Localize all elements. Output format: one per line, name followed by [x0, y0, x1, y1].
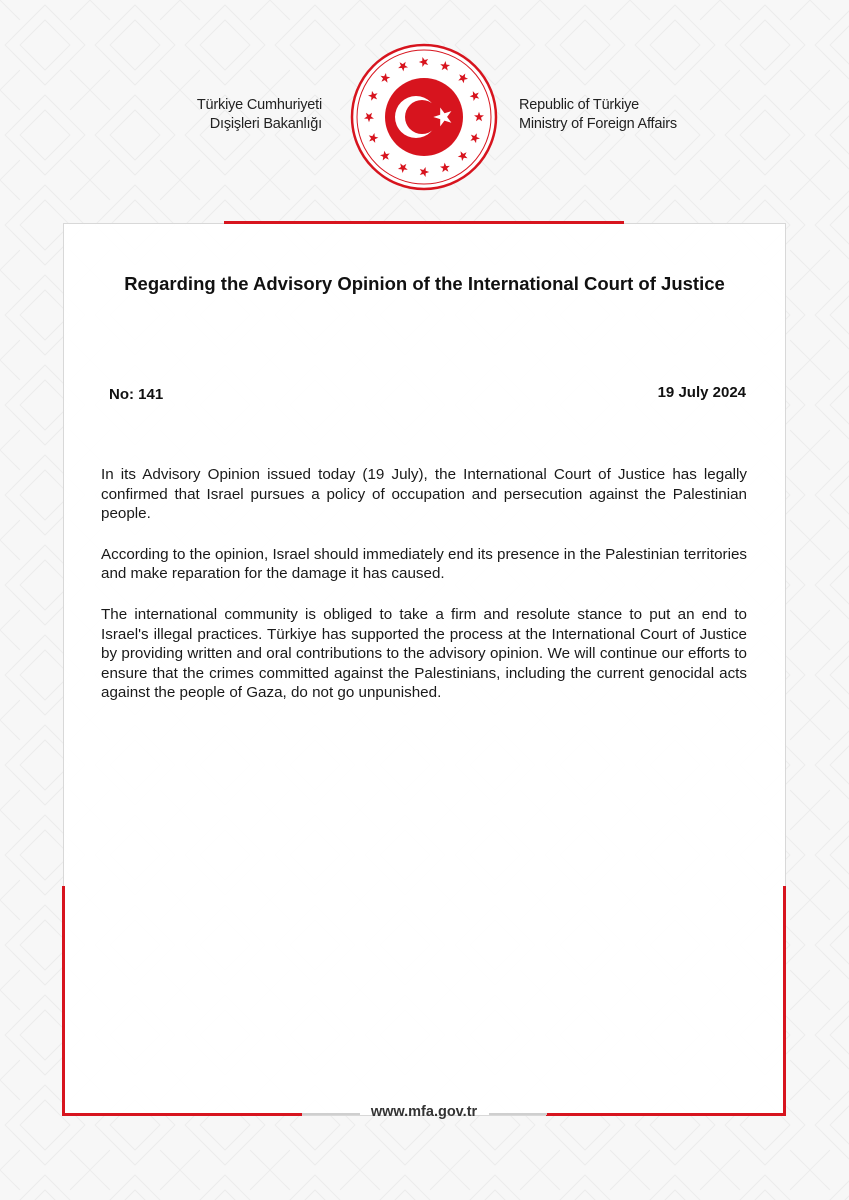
header-english-name	[519, 96, 677, 134]
website-link[interactable]: www.mfa.gov.tr	[370, 1104, 478, 1120]
top-red-rule	[224, 221, 624, 224]
right-red-corner-vertical	[783, 886, 786, 1116]
paragraph-3: The international community is obliged to take a firm and resolute stance to put an end to Israel's illegal practices. Türkiye has supported the process at the International Court of Justice by providing written and oral contributions to the advisory opinion. We will continue our efforts to ensure that the crimes committed against the Palestinians, including the current genocidal acts against the people of Gaza, do not go unpunished.	[101, 605, 747, 702]
header-left-line1: Türkiye Cumhuriyeti	[196, 97, 322, 113]
paragraph-1: In its Advisory Opinion issued today (19 July), the International Court of Justice has legally confirmed that Israel pursues a policy of occupation and persecution against the Palestinian people.	[101, 466, 747, 523]
right-red-corner-horizontal	[546, 1113, 786, 1116]
document-body	[101, 465, 747, 724]
header-right-line1: Republic of Türkiye	[519, 97, 640, 113]
document-date: 19 July 2024	[657, 384, 746, 401]
crescent-star-seal-icon	[349, 42, 499, 192]
left-red-corner-vertical	[62, 886, 65, 1116]
document-number: No: 141	[109, 386, 164, 403]
document-title: Regarding the Advisory Opinion of the International Court of Justice	[124, 273, 725, 294]
header-left-line2: Dışişleri Bakanlığı	[209, 116, 322, 132]
left-red-corner-horizontal	[62, 1113, 302, 1116]
paragraph-2: According to the opinion, Israel should immediately end its presence in the Palestinian territories and make reparation for the damage it has caused.	[101, 545, 747, 583]
header-turkish-name	[197, 96, 322, 134]
header-right-line2: Ministry of Foreign Affairs	[519, 116, 677, 132]
